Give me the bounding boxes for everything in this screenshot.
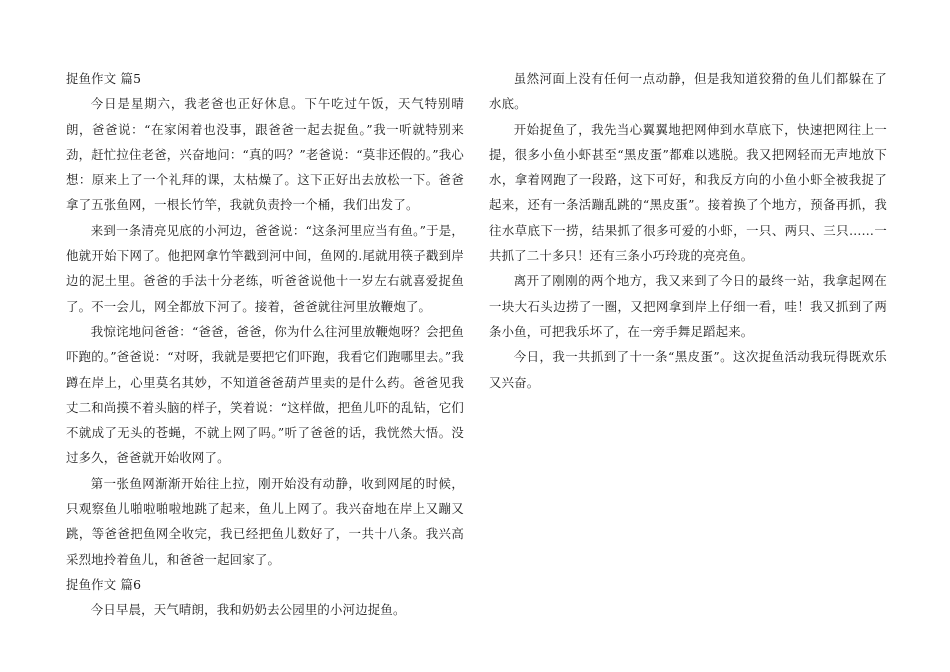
paragraph: 来到一条清亮见底的小河边，爸爸说：“这条河里应当有鱼。”于是，他就开始下网了。他把网拿竹竿戳到河中间，鱼网的.尾就用筷子戳到岸边的泥土里。爸爸的手法十分老练，听爸爸说他十一岁左右就喜爱捉鱼了。不一会儿，网全都放下河了。接着，爸爸就往河里放鞭炮了。 bbox=[66, 222, 464, 314]
left-column bbox=[66, 66, 464, 623]
paragraph: 今日早晨，天气晴朗，我和奶奶去公园里的小河边捉鱼。 bbox=[90, 602, 406, 618]
paragraph: 今日是星期六，我老爸也正好休息。下午吃过午饭，天气特别晴朗，爸爸说：“在家闲着也没事，跟爸爸一起去捉鱼。”我一听就特别来劲，赶忙拉住老爸，兴奋地问：“真的吗？”老爸说：“莫非还假的。”我心想：原来上了一个礼拜的课，太枯燥了。这下正好出去放松一下。爸爸拿了五张鱼网，一根长竹竿，我就负责拎一个桶，我们出发了。 bbox=[66, 96, 464, 213]
essay-heading-6: 捉鱼作文 篇6 bbox=[66, 576, 142, 592]
paragraph: 离开了刚刚的两个地方，我又来到了今日的最终一站，我拿起网在一块大石头边捞了一圈，又把网拿到岸上仔细一看，哇！我又抓到了两条小鱼，可把我乐坏了，在一旁手舞足蹈起来。 bbox=[489, 273, 887, 339]
right-column bbox=[489, 66, 887, 395]
paragraph: 第一张鱼网渐渐开始往上拉，刚开始没有动静，收到网尾的时候，只观察鱼儿啪啦啪啦地跳了起来，鱼儿上网了。我兴奋地在岸上又蹦又跳，等爸爸把鱼网全收完，我已经把鱼儿数好了，一共十八条。我兴高采烈地拎着鱼儿，和爸爸一起回家了。 bbox=[66, 475, 464, 567]
paragraph: 我惊诧地问爸爸：“爸爸，爸爸，你为什么往河里放鞭炮呀？会把鱼吓跑的。”爸爸说：“对呀，我就是要把它们吓跑，我看它们跑哪里去。”我蹲在岸上，心里莫名其妙，不知道爸爸葫芦里卖的是什么药。爸爸见我丈二和尚摸不着头脑的样子，笑着说：“这样做，把鱼儿吓的乱钻，它们不就成了无头的苍蝇，不就上网了吗。”听了爸爸的话，我恍然大悟。没过多久，爸爸就开始收网了。 bbox=[66, 323, 464, 466]
paragraph: 虽然河面上没有任何一点动静，但是我知道狡猾的鱼儿们都躲在了水底。 bbox=[489, 71, 887, 112]
paragraph: 今日，我一共抓到了十一条“黑皮蛋”。这次捉鱼活动我玩得既欢乐又兴奋。 bbox=[489, 349, 887, 390]
paragraph: 开始捉鱼了，我先当心翼翼地把网伸到水草底下，快速把网往上一提，很多小鱼小虾甚至“黑皮蛋”都难以逃脱。我又把网轻而无声地放下水，拿着网跑了一段路，这下可好，和我反方向的小鱼小虾全被我捉了起来，还有一条活蹦乱跳的“黑皮蛋”。接着换了个地方，预备再抓，我往水草底下一捞，结果抓了很多可爱的小虾，一只、两只、三只……一共抓了二十多只！还有三条小巧玲珑的亮亮鱼。 bbox=[489, 121, 887, 264]
essay-heading-5: 捉鱼作文 篇5 bbox=[66, 71, 142, 86]
